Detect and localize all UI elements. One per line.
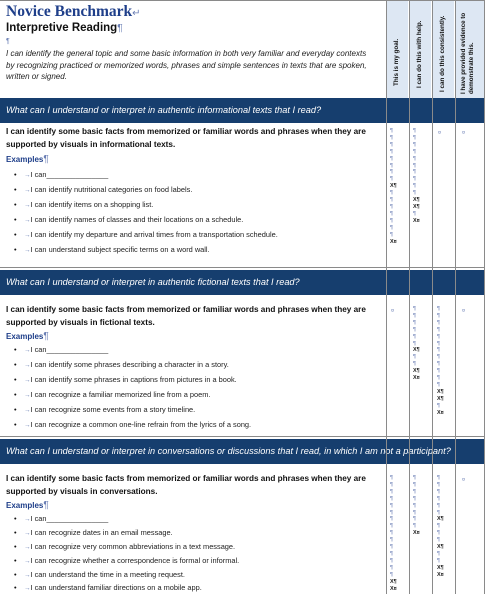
consistently-checkmarks: ¶ ¶ ¶ ¶ ¶ ¶ ¶ ¶ ¶ ¶ ¶ ¶ X¶ X¶ ¶ X¤ <box>437 306 444 416</box>
section-question-bar: What can I understand or interpret in conversations or discussions that I read, in which I am not a participant? <box>0 439 485 464</box>
example-item: • →I can understand familiar directions on a mobile app. <box>14 583 202 592</box>
example-item: • →I can recognize a common one-line refrain from the lyrics of a song. <box>14 420 252 429</box>
example-item: • →I can recognize dates in an email message. <box>14 528 173 537</box>
example-item: • →I can identify nutritional categories on food labels. <box>14 185 193 194</box>
example-item: • →I can identify items on a shopping list. <box>14 200 154 209</box>
paragraph-mark: ¶ <box>6 38 10 45</box>
column-label-consistently: I can do this consistently. <box>439 15 446 92</box>
example-item: • →I can_______________ <box>14 170 109 179</box>
grid-line <box>0 267 485 268</box>
page-subtitle: Interpretive Reading¶ <box>6 22 123 34</box>
consistently-checkmarks: ¶ ¶ ¶ ¶ ¶ ¶ X¶ ¶ ¶ ¶ X¶ ¶ ¶ X¶ X¤ <box>437 475 444 578</box>
grid-line <box>409 0 410 594</box>
example-item: • →I can recognize very common abbreviations in a text message. <box>14 542 236 551</box>
section-question-bar: What can I understand or interpret in authentic fictional texts that I read? <box>0 270 485 295</box>
goal-checkmarks: ¶ ¶ ¶ ¶ ¶ ¶ ¶ ¶ ¶ ¶ ¶ ¶ ¶ ¶ ¶ X¶ X¤ <box>390 475 397 592</box>
example-item: • →I can understand the time in a meeting request. <box>14 570 185 579</box>
page-title: Novice Benchmark↵ <box>6 3 141 20</box>
example-item: • →I can identify names of classes and their locations on a schedule. <box>14 215 244 224</box>
can-do-statement: I can identify some basic facts from memorized or familiar words and phrases when they are supported by visuals in conversations. <box>6 474 366 496</box>
column-label-goal: This is my goal. <box>393 38 400 86</box>
example-item: • →I can identify some phrases describing a character in a story. <box>14 360 229 369</box>
examples-label: Examples¶ <box>6 331 49 342</box>
example-item: • →I can recognize whether a correspondence is formal or informal. <box>14 556 240 565</box>
section-question-bar: What can I understand or interpret in authentic informational texts that I read? <box>0 98 485 123</box>
with-help-checkmarks: ¶ ¶ ¶ ¶ ¶ ¶ X¶ ¶ ¶ X¶ X¤ <box>413 306 420 382</box>
section-informational <box>0 123 485 267</box>
example-item: • →I can identify my departure and arrival times from a transportation schedule. <box>14 230 278 239</box>
section-conversations <box>0 464 485 594</box>
examples-label: Examples¶ <box>6 500 49 511</box>
grid-line <box>432 0 433 594</box>
goal-cell: ¤ <box>391 308 395 314</box>
with-help-checkmarks: ¶ ¶ ¶ ¶ ¶ ¶ ¶ ¶ ¶ ¶ X¶ X¶ ¶ X¤ <box>413 128 420 224</box>
section-fictional <box>0 295 485 435</box>
example-item: • →I can_______________ <box>14 514 109 523</box>
goal-checkmarks: ¶ ¶ ¶ ¶ ¶ ¶ ¶ ¶ X¶ ¶ ¶ ¶ ¶ ¶ ¶ ¶ X¤ <box>390 128 397 245</box>
example-item: • →I can_______________ <box>14 345 109 354</box>
can-do-statement: I can identify some basic facts from memorized or familiar words and phrases when they are supported by visuals in fictional texts. <box>6 305 366 327</box>
example-item: • →I can recognize a familiar memorized line from a poem. <box>14 390 211 399</box>
example-item: • →I can identify some phrases in captions from pictures in a book. <box>14 375 237 384</box>
grid-line <box>386 0 387 594</box>
example-item: • →I can understand subject specific terms on a word wall. <box>14 245 210 254</box>
evidence-cell: ¤ <box>462 130 466 136</box>
grid-line <box>0 0 485 1</box>
consistently-cell: ¤ <box>438 130 442 136</box>
column-label-with-help: I can do this with help. <box>416 20 423 88</box>
intro-text: I can identify the general topic and some basic information in both very familiar and everyday contexts by recognizing practiced or memorized words, phrases and simple sentences in texts that are spoken, written or signed. <box>6 49 367 81</box>
column-label-evidence: I have provided evidence to demonstrate this. <box>460 12 475 94</box>
grid-line <box>455 0 456 594</box>
examples-label: Examples¶ <box>6 154 49 165</box>
evidence-cell: ¤ <box>462 477 466 483</box>
example-item: • →I can recognize some events from a story timeline. <box>14 405 196 414</box>
evidence-cell: ¤ <box>462 308 466 314</box>
grid-line <box>0 436 485 437</box>
can-do-statement: I can identify some basic facts from memorized or familiar words and phrases when they are supported by visuals in informational texts. <box>6 127 366 149</box>
with-help-checkmarks: ¶ ¶ ¶ ¶ ¶ ¶ ¶ ¶ X¤ <box>413 475 420 537</box>
